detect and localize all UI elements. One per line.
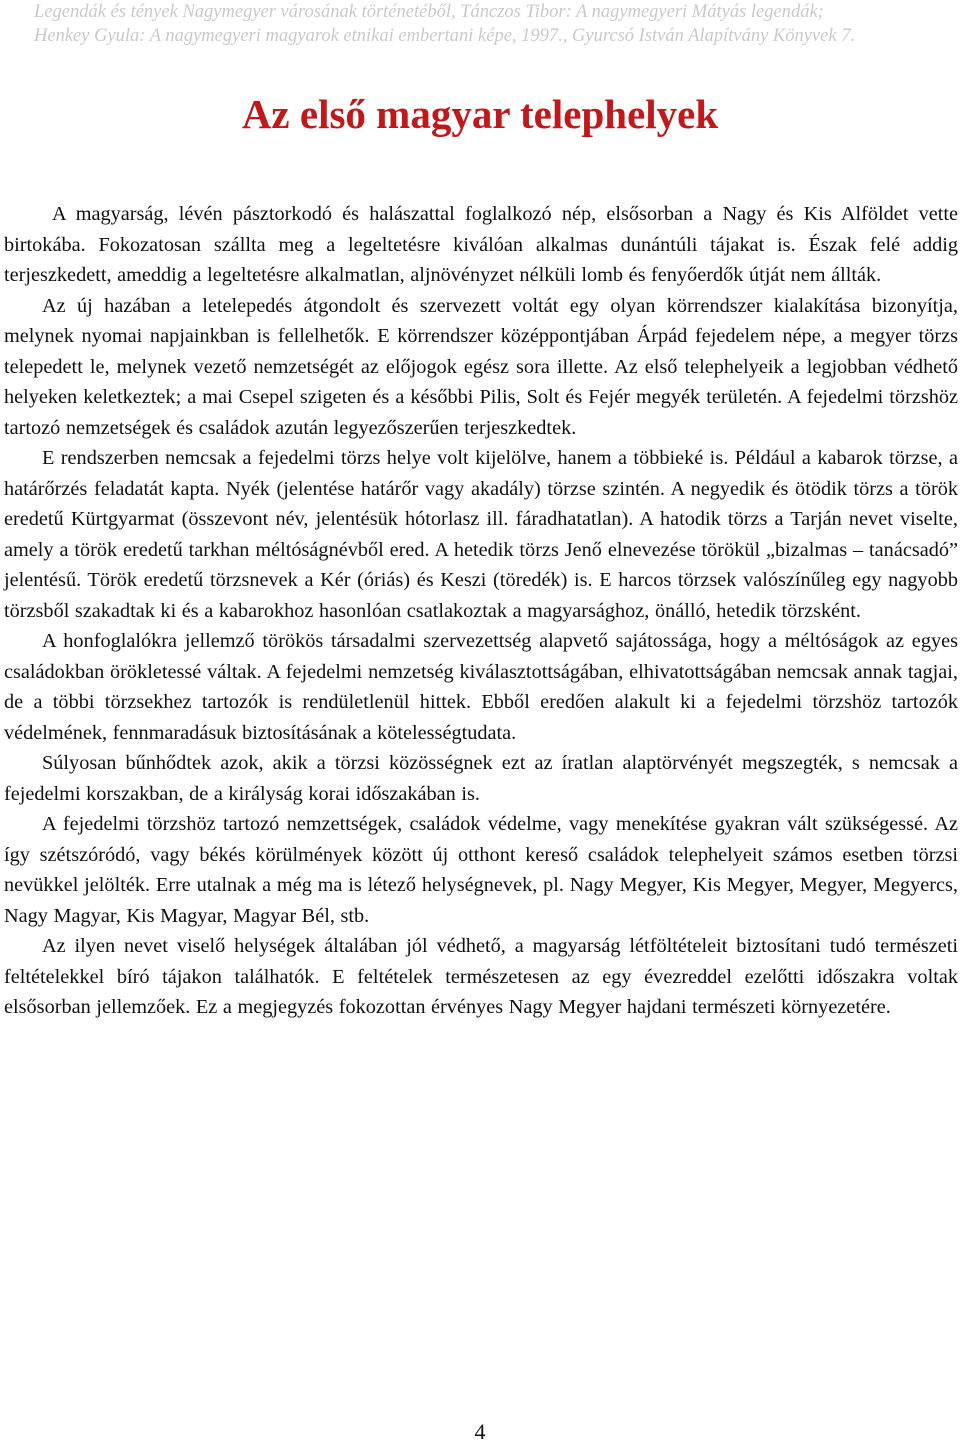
paragraph-6: A fejedelmi törzshöz tartozó nemzettségek, családok védelme, vagy menekítése gyakran vált szükségessé. Az így szétszóródó, vagy békés körülmények között új otthont kereső családok telephelyeit számos esetben törzsi nevükkel jelölték. Erre utalnak a még ma is létező helységnevek, pl. Nagy Megyer, Kis Megyer, Megyer, Megyercs, Nagy Magyar, Kis Magyar, Magyar Bél, stb.	[4, 813, 958, 927]
header-line-2: Henkey Gyula: A nagymegyeri magyarok etnikai embertani képe, 1997., Gyurcsó István Alapítvány Könyvek 7.	[34, 26, 856, 46]
page-number: 4	[474, 1419, 486, 1444]
paragraph-5: Súlyosan bűnhődtek azok, akik a törzsi közösségnek ezt az íratlan alaptörvényét megszegték, s nemcsak a fejedelmi korszakban, de a királyság korai időszakában is.	[4, 752, 958, 805]
paragraph-3: E rendszerben nemcsak a fejedelmi törzs helye volt kijelölve, hanem a többieké is. Például a kabarok törzse, a határőrzés feladatát kapta. Nyék (jelentése határőr vagy akadály) törzse szintén. A negyedik és ötödik törzs a török eredetű Kürtgyarmat (összevont név, jelentésük hótorlasz ill. fáradhatatlan). A hatodik törzs a Tarján nevet viselte, amely a török eredetű tarkhan méltóságnévből ered. A hetedik törzs Jenő elnevezése törökül „bizalmas – tanácsadó” jelentésű. Török eredetű törzsnevek a Kér (óriás) és Keszi (töredék) is. E harcos törzsek valószínűleg egy nagyobb törzsből szakadtak ki és a kabarokhoz hasonlóan csatlakoztak a magyarsághoz, önálló, hetedik törzsként.	[4, 447, 958, 622]
running-header	[34, 0, 954, 48]
page-title: Az első magyar telephelyek	[241, 91, 719, 137]
paragraph-7: Az ilyen nevet viselő helységek általában jól védhető, a magyarság létföltételeit biztosítani tudó természeti feltételekkel bíró tájakon találhatók. E feltételek természetesen az egy évezreddel ezelőtti időszakra voltak elsősorban jellemzőek. Ez a megjegyzés fokozottan érvényes Nagy Megyer hajdani természeti környezetére.	[4, 935, 958, 1018]
paragraph-1: A magyarság, lévén pásztorkodó és halászattal foglalkozó nép, elsősorban a Nagy és Kis Alföldet vette birtokába. Fokozatosan szállta meg a legeltetésre kiválóan alkalmas dunántúli tájakat is. Észak felé addig terjeszkedett, ameddig a legeltetésre alkalmatlan, aljnövényzet nélküli lomb és fenyőerdők útját nem állták.	[4, 203, 958, 286]
header-line-1: Legendák és tények Nagymegyer városának történetéből, Tánczos Tibor: A nagymegyeri Mátyás legendák;	[34, 2, 824, 22]
article-body	[4, 199, 958, 1023]
paragraph-2: Az új hazában a letelepedés átgondolt és szervezett voltát egy olyan körrendszer kialakítása bizonyítja, melynek nyomai napjainkban is fellelhetők. E körrendszer középpontjában Árpád fejedelem népe, a megyer törzs telepedett le, melynek vezető nemzetségét az előjogok egész sora illette. Az első telephelyeik a legjobban védhető helyeken keletkeztek; a mai Csepel szigeten és a későbbi Pilis, Solt és Fejér megyék területén. A fejedelmi törzshöz tartozó nemzetségek és családok azután legyezőszerűen terjeszkedtek.	[4, 294, 958, 439]
paragraph-4: A honfoglalókra jellemző törökös társadalmi szervezettség alapvető sajátossága, hogy a méltóságok az egyes családokban örökletessé váltak. A fejedelmi nemzetség kiválasztottságában, elhivatottságában nemcsak annak tagjai, de a többi törzsekhez tartozók is rendületlenül hittek. Ebből eredően alakult ki a fejedelmi törzshöz tartozók védelmének, fennmaradásuk biztosításának a kötelességtudata.	[4, 630, 958, 744]
